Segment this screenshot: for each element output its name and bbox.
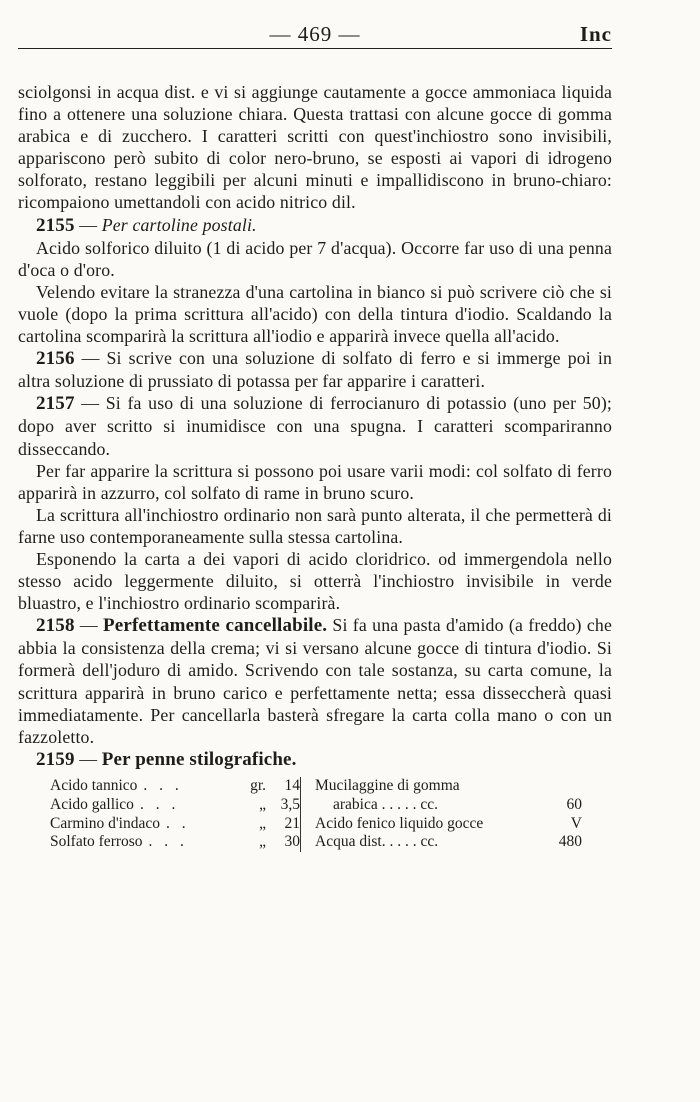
- section-dash: —: [74, 748, 102, 769]
- ingredient-unit: „: [259, 814, 266, 832]
- running-title: Inc: [579, 22, 612, 46]
- ingredient-row: [50, 833, 300, 852]
- leader-dots: . .: [165, 814, 190, 832]
- ingredient-name: Solfato ferroso: [50, 833, 143, 851]
- paragraph: Per far apparire la scrittura si possono poi usare varii modi: col solfato di ferro apparirà in azzurro, col solfato di rame in bruno scuro.: [18, 460, 612, 503]
- ingredient-unit: „: [259, 795, 266, 813]
- ingredient-row: [315, 815, 582, 834]
- ingredient-row: [50, 815, 300, 834]
- paragraph: Velendo evitare la stranezza d'una cartolina in bianco si può scrivere ciò che si vuole (dopo la prima scrittura all'acido) con della tintura d'iodio. Scaldando la cartolina scomparirà la scrittura all'iodio e apparirà invece quella all'acido.: [18, 281, 612, 347]
- ingredient-name: arabica . . . . . cc.: [333, 795, 438, 813]
- ingredient-name: Acqua dist. . . . . cc.: [315, 833, 439, 851]
- recipe-right-column: [300, 777, 582, 852]
- ingredient-row: [315, 796, 582, 815]
- ingredient-row: [315, 833, 582, 852]
- ingredient-name: Mucilaggine di gomma: [315, 776, 460, 794]
- section-2158: [18, 614, 612, 748]
- section-title: Per penne stilografiche.: [101, 748, 297, 770]
- leader-dots: . . .: [143, 776, 183, 794]
- recipe-left-column: [18, 777, 300, 852]
- section-2159-heading: [18, 748, 612, 771]
- leader-dots: . . .: [139, 795, 180, 813]
- section-title: Per cartoline postali.: [101, 214, 257, 235]
- section-dash: —: [74, 615, 104, 636]
- page-number: — 469 —: [269, 22, 361, 46]
- section-text: Si fa una pasta d'amido (a freddo) che abbia la consistenza della crema; vi si versano alcune gocce di tintura d'iodio. Si formerà dell'joduro di amido. Scrivendo con tale sostanza, su carta comune, la scrittura apparirà in bruno carico e perfettamente netta; essa disseccherà quasi immediatamente. Per cancellarla basterà sfregare la carta colla mano o con un fazzoletto.: [18, 615, 612, 747]
- ingredient-qty: 30: [284, 833, 300, 851]
- ingredient-unit: gr.: [250, 776, 266, 794]
- leader-dots: . . .: [148, 833, 188, 851]
- ingredient-qty: 3,5: [280, 795, 300, 813]
- ingredient-qty: 14: [284, 776, 300, 794]
- ingredient-name: Carmino d'indaco: [50, 814, 160, 832]
- section-number: 2157: [36, 393, 75, 415]
- paragraph-continuation: sciolgonsi in acqua dist. e vi si aggiunge cautamente a gocce ammoniaca liquida fino a ottenere una soluzione chiara. Questa trattasi con alcune gocce di gomma arabica e di zucchero. I caratteri scritti con quest'inchiostro sono invisibili, appariscono però subito di color nero-bruno, se esposti ai vapori di idrogeno solforato, restano leggibili per alcuni minuti e impallidiscono in bruno-chiaro: ricompaiono umettandoli con acido nitrico dil.: [18, 82, 612, 213]
- recipe-table: [18, 777, 612, 852]
- section-2155-heading: [18, 214, 612, 237]
- ingredient-unit: „: [259, 833, 266, 851]
- ingredient-row: [315, 777, 582, 796]
- ingredient-row: [50, 777, 300, 796]
- section-number: 2158: [36, 615, 75, 637]
- book-page: [18, 10, 612, 852]
- section-number: 2159: [36, 748, 75, 770]
- ingredient-qty: 60: [566, 795, 582, 813]
- ingredient-qty: 21: [284, 814, 300, 832]
- ingredient-row: [50, 796, 300, 815]
- ingredient-name: Acido fenico liquido gocce: [315, 814, 484, 832]
- section-dash: —: [74, 214, 102, 235]
- section-text: — Si fa uso di una soluzione di ferrocianuro di potassio (uno per 50); dopo aver scritto si inumidisce con una spugna. I caratteri scompariranno disseccando.: [18, 393, 612, 459]
- ingredient-qty: 480: [558, 833, 582, 851]
- paragraph: La scrittura all'inchiostro ordinario non sarà punto alterata, il che permetterà di farne uso contemporaneamente sulla stessa cartolina.: [18, 504, 612, 547]
- section-2157: [18, 392, 612, 459]
- paragraph: Esponendo la carta a dei vapori di acido cloridrico. od immergendola nello stesso acido leggermente diluito, si otterrà l'inchiostro invisibile in verde bluastro, e l'inchiostro ordinario scomparirà.: [18, 548, 612, 614]
- section-number: 2155: [36, 214, 75, 236]
- page-body: [18, 81, 612, 771]
- running-header: [18, 10, 612, 49]
- ingredient-name: Acido gallico: [50, 795, 134, 813]
- section-text: — Si scrive con una soluzione di solfato di ferro e si immerge poi in altra soluzione di prussiato di potassa per far apparire i caratteri.: [18, 348, 612, 392]
- section-2156: [18, 347, 612, 392]
- paragraph: Acido solforico diluito (1 di acido per 7 d'acqua). Occorre far uso di una penna d'oca o d'oro.: [18, 237, 612, 280]
- section-title: Perfettamente cancellabile.: [103, 615, 328, 637]
- section-number: 2156: [36, 348, 75, 370]
- ingredient-name: Acido tannico: [50, 776, 138, 794]
- ingredient-qty: V: [570, 814, 582, 832]
